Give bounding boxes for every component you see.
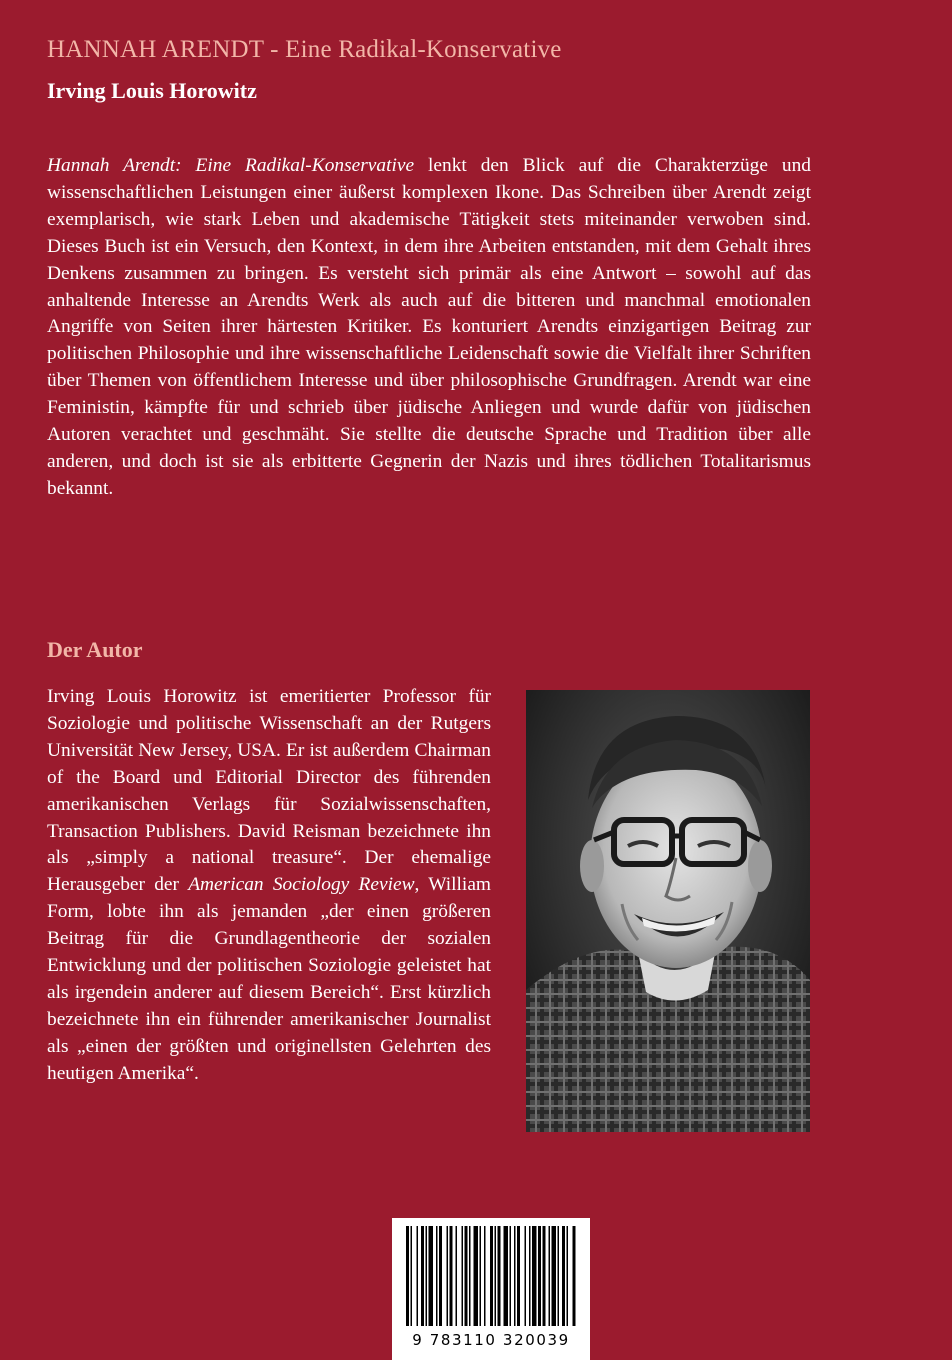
author-name: Irving Louis Horowitz [47, 78, 257, 103]
author-bio-paragraph [47, 684, 491, 1088]
author-portrait-illustration [526, 690, 810, 1132]
barcode-bar [510, 1226, 512, 1326]
blurb-text: lenkt den Blick auf die Charakterzüge und wissenschaftlichen Leistungen einer äußerst komplexen Ikone. Das Schreiben über Arendt zeigt exemplarisch, wie stark Leben und akademische Tätigkeit stets miteinander verwoben sind. Dieses Buch ist ein Versuch, den Kontext, in dem ihre Arbeiten entstanden, mit dem Gehalt ihres Denkens zusammen zu bringen. Es versteht sich primär als eine Antwort – sowohl auf das anhaltende Interesse an Arendts Werk als auch auf die bitteren und manchmal emotionalen Angriffe von Seiten ihrer härtesten Kritiker. Es konturiert Arendts einzigartigen Beitrag zur politischen Philosophie und ihre wissenschaftliche Leidenschaft sowie die Vielfalt ihrer Schriften über Themen von öffentlichem Interesse und über philosophische Grundfragen. Arendt war eine Feministin, kämpfte für und schrieb über jüdische Anliegen und wurde dafür von jüdischen Autoren verachtet und geschmäht. Sie stellte die deutsche Sprache und Tradition über alle anderen, und doch ist sie als erbitterte Gegnerin der Nazis und ihres tödlichen Totalitarismus bekannt. [47, 155, 811, 499]
barcode-bar [474, 1226, 479, 1326]
barcode-bar [469, 1226, 471, 1326]
barcode-bar [567, 1226, 569, 1326]
barcode-bar [573, 1226, 576, 1326]
barcode-bar [406, 1226, 409, 1326]
barcode-bar [532, 1226, 537, 1326]
barcode-bar [421, 1226, 424, 1326]
barcode-bar [465, 1226, 468, 1326]
isbn-barcode [392, 1218, 590, 1360]
barcode-bar [504, 1226, 509, 1326]
barcode-bar [490, 1226, 493, 1326]
barcode-bar [514, 1226, 516, 1326]
barcode-bar [538, 1226, 541, 1326]
barcode-bar [450, 1226, 453, 1326]
blurb-paragraph [47, 153, 811, 503]
barcode-bar [498, 1226, 501, 1326]
barcode-bar [529, 1226, 531, 1326]
barcode-digits: 9 783110 320039 [412, 1331, 570, 1349]
barcode-bar [429, 1226, 434, 1326]
barcode-bar [480, 1226, 482, 1326]
author-photo [526, 690, 810, 1132]
barcode-bar [456, 1226, 458, 1326]
barcode-bar [552, 1226, 557, 1326]
barcode-bar [562, 1226, 565, 1326]
bio-text-part-1: Irving Louis Horowitz ist emeritierter Professor für Soziologie und politische Wissenschaft an der Rutgers Universität New Jersey, USA. Er ist außerdem Chairman of the Board und Editorial Director des führenden amerikanischen Verlags für Sozialwissenschaften, Transaction Publishers. David Reisman bezeichnete ihn als „simply a national treasure“. Der ehemalige Herausgeber der [47, 686, 491, 896]
blurb-book-title: Hannah Arendt: Eine Radikal-Konservative [47, 155, 415, 176]
barcode-bar [426, 1226, 428, 1326]
barcode-bar [462, 1226, 464, 1326]
barcode-bar [484, 1226, 486, 1326]
about-author-heading: Der Autor [47, 637, 143, 662]
book-title: HANNAH ARENDT - Eine Radikal-Konservative [47, 36, 562, 63]
barcode-bar [517, 1226, 520, 1326]
barcode-bar [447, 1226, 449, 1326]
barcode-bar [543, 1226, 546, 1326]
barcode-bars [392, 1218, 590, 1330]
barcode-bar [439, 1226, 442, 1326]
bio-text-part-2: , William Form, lobte ihn als jemanden „der einen größeren Beitrag für die Grundlagentheorie der sozialen Entwicklung und der politischen Soziologie geleistet hat als irgendein anderer auf diesem Bereich“. Erst kürzlich bezeichnete ihn ein führender amerikanischer Journalist als „einen der größten und originellsten Gelehrten des heutigen Amerika“. [47, 874, 492, 1084]
barcode-bar [411, 1226, 413, 1326]
barcode-bar [525, 1226, 527, 1326]
barcode-bar [558, 1226, 560, 1326]
barcode-bar [436, 1226, 438, 1326]
barcode-bar [495, 1226, 497, 1326]
barcode-bar [549, 1226, 551, 1326]
bio-journal-title: American Sociology Review [188, 874, 415, 896]
barcode-bar [417, 1226, 419, 1326]
